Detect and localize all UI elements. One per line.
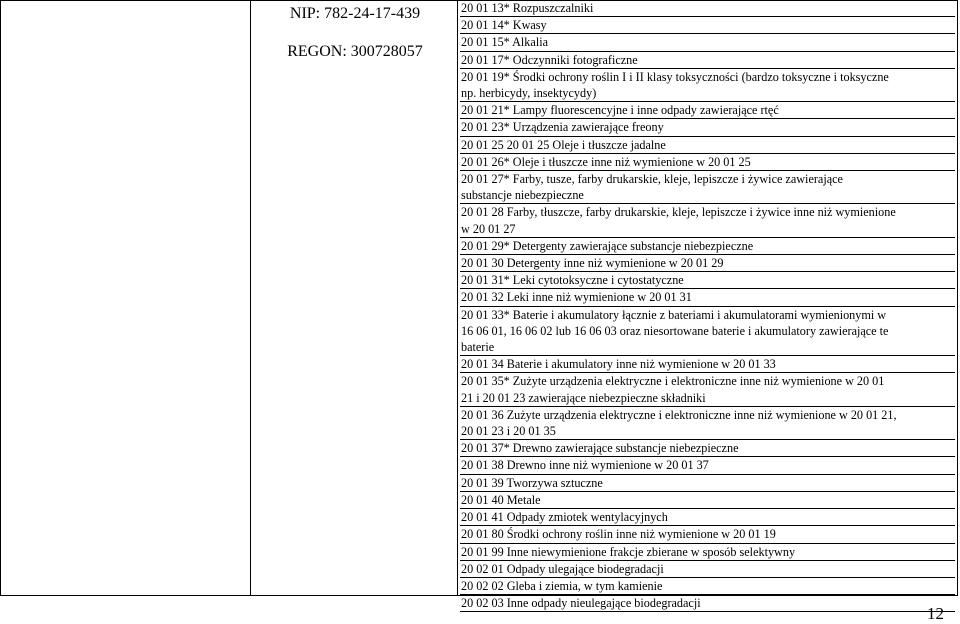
table-row (460, 255, 955, 272)
row-text-line: 20 01 29* Detergenty zawierające substancje niebezpieczne (461, 238, 754, 253)
table-row (460, 561, 955, 578)
row-text-line: 20 01 27* Farby, tusze, farby drukarskie, kleje, lepiszcze i żywice zawierające (461, 172, 843, 187)
row-text-line: substancje niebezpieczne (461, 188, 584, 203)
row-text-line: 20 02 03 Inne odpady nieulegające biodegradacji (461, 596, 701, 611)
table-row (460, 407, 955, 440)
table-row (460, 307, 955, 357)
table-row (460, 440, 955, 457)
row-text-line: 16 06 01, 16 06 02 lub 16 06 03 oraz niesortowane baterie i akumulatory zawierające te (461, 323, 889, 338)
table-row (460, 238, 955, 255)
row-text-line: 20 01 28 Farby, tłuszcze, farby drukarskie, kleje, lepiszcze i żywice inne niż wymienione (461, 205, 896, 220)
row-text-line: 20 01 17* Odczynniki fotograficzne (461, 52, 638, 67)
table-row (460, 154, 955, 171)
row-text-line: w 20 01 27 (461, 221, 516, 236)
waste-code-list (460, 0, 955, 612)
row-text-line: 20 01 30 Detergenty inne niż wymienione w 20 01 29 (461, 256, 724, 271)
table-divider-2 (457, 0, 458, 596)
table-row (460, 509, 955, 526)
table-row (460, 272, 955, 289)
row-text-line: 20 01 80 Środki ochrony roślin inne niż wymienione w 20 01 19 (461, 527, 776, 542)
row-text-line: 20 01 35* Zużyte urządzenia elektryczne i elektroniczne inne niż wymienione w 20 01 (461, 374, 885, 389)
table-row (460, 356, 955, 373)
row-text-line: 20 01 21* Lampy fluorescencyjne i inne odpady zawierające rtęć (461, 103, 779, 118)
table-row (460, 0, 955, 17)
row-text-line: 20 01 34 Baterie i akumulatory inne niż wymienione w 20 01 33 (461, 357, 776, 372)
row-text-line: 20 01 23 i 20 01 35 (461, 424, 556, 439)
row-text-line: 20 01 25 20 01 25 Oleje i tłuszcze jadalne (461, 137, 666, 152)
table-row (460, 457, 955, 474)
page-number: 12 (927, 604, 944, 623)
table-row (460, 373, 955, 406)
row-text-line: 20 01 41 Odpady zmiotek wentylacyjnych (461, 510, 668, 525)
row-text-line: 21 i 20 01 23 zawierające niebezpieczne składniki (461, 390, 706, 405)
table-border-right (957, 0, 958, 596)
row-text-line: 20 01 26* Oleje i tłuszcze inne niż wymienione w 20 01 25 (461, 154, 751, 169)
regon-label: REGON: 300728057 (287, 43, 423, 60)
table-row (460, 544, 955, 561)
table-row (460, 119, 955, 136)
table-row (460, 52, 955, 69)
row-text-line: 20 01 40 Metale (461, 492, 541, 507)
row-text-line: 20 01 37* Drewno zawierające substancje niebezpieczne (461, 441, 739, 456)
row-text-line: 20 02 02 Gleba i ziemia, w tym kamienie (461, 578, 663, 593)
table-divider-1 (250, 0, 251, 596)
row-text-line: 20 01 99 Inne niewymienione frakcje zbierane w sposób selektywny (461, 544, 796, 559)
row-text-line: 20 01 32 Leki inne niż wymienione w 20 01 31 (461, 290, 692, 305)
table-row (460, 34, 955, 51)
table-row (460, 595, 955, 612)
table-row (460, 492, 955, 509)
row-text-line: 20 01 23* Urządzenia zawierające freony (461, 120, 664, 135)
row-text-line: 20 01 13* Rozpuszczalniki (461, 1, 594, 15)
table-row (460, 17, 955, 34)
row-text-line: 20 02 01 Odpady ulegające biodegradacji (461, 561, 664, 576)
table-row (460, 204, 955, 237)
row-text-line: 20 01 33* Baterie i akumulatory łącznie z bateriami i akumulatorami wymienionymi w (461, 307, 887, 322)
table-row (460, 137, 955, 154)
row-text-line: baterie (461, 340, 495, 355)
table-row (460, 69, 955, 102)
row-text-line: 20 01 36 Zużyte urządzenia elektryczne i elektroniczne inne niż wymienione w 20 01 21, (461, 407, 897, 422)
table-row (460, 526, 955, 543)
table-row (460, 578, 955, 595)
row-text-line: 20 01 31* Leki cytotoksyczne i cytostatyczne (461, 273, 684, 288)
table-row (460, 171, 955, 204)
table-row (460, 289, 955, 306)
row-text-line: 20 01 15* Alkalia (461, 35, 548, 50)
table-row (460, 102, 955, 119)
table-row (460, 475, 955, 492)
table-border-left (0, 0, 1, 596)
nip-label: NIP: 782-24-17-439 (289, 5, 421, 22)
row-text-line: 20 01 19* Środki ochrony roślin I i II klasy toksyczności (bardzo toksyczne i toksyczne (461, 69, 889, 84)
row-text-line: 20 01 38 Drewno inne niż wymienione w 20 01 37 (461, 458, 709, 473)
row-text-line: 20 01 39 Tworzywa sztuczne (461, 475, 603, 490)
row-text-line: 20 01 14* Kwasy (461, 18, 547, 33)
row-text-line: np. herbicydy, insektycydy) (461, 86, 597, 101)
